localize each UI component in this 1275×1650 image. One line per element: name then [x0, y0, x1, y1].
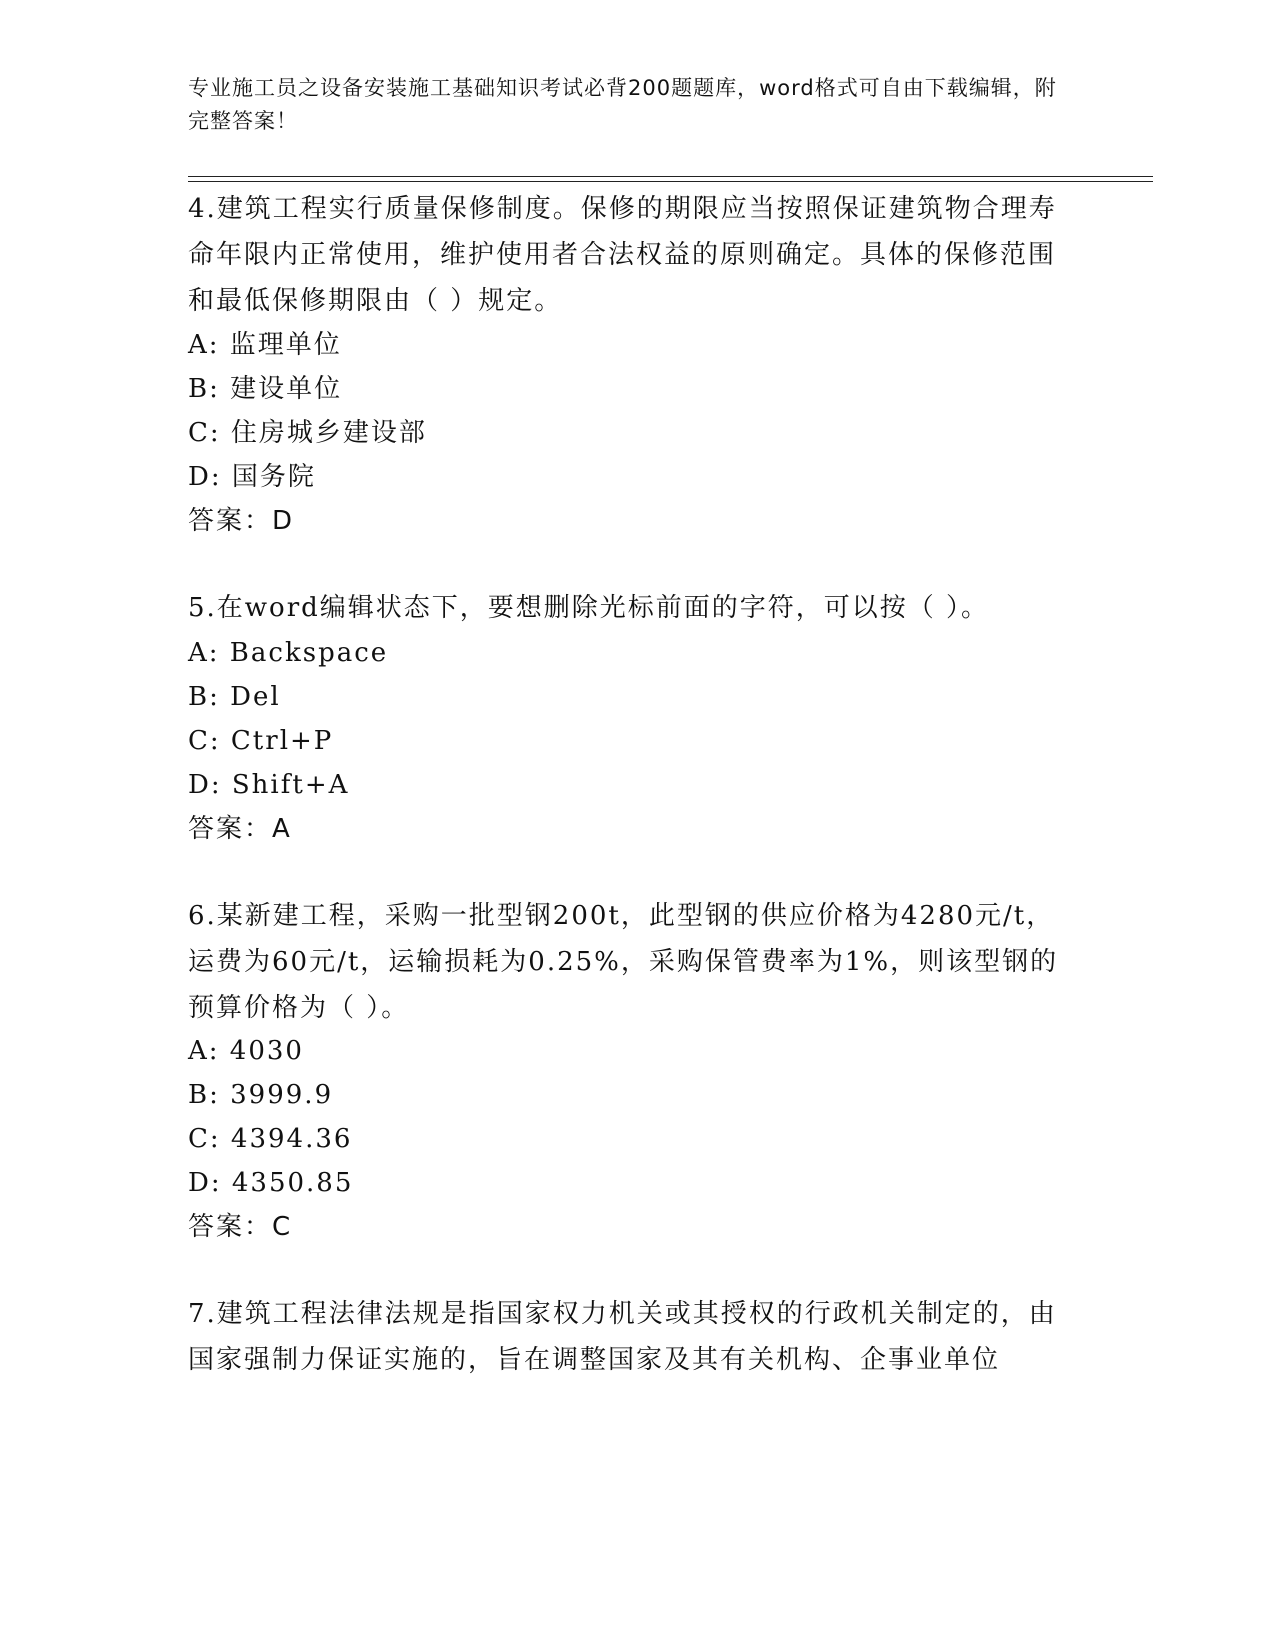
- question-4-option-d: D: 国务院: [188, 462, 316, 492]
- document-header: 专业施工员之设备安装施工基础知识考试必背200题题库，word格式可自由下载编辑，附完整答案！: [188, 76, 1057, 133]
- question-6-text: 6.某新建工程，采购一批型钢200t，此型钢的供应价格为4280元/t，运费为60元/t，运输损耗为0.25%，采购保管费率为1%，则该型钢的预算价格为（ ）。: [188, 901, 1059, 1023]
- question-6-answer: 答案：C: [188, 1212, 293, 1242]
- question-4-text: 4.建筑工程实行质量保修制度。保修的期限应当按照保证建筑物合理寿命年限内正常使用，维护使用者合法权益的原则确定。具体的保修范围和最低保修期限由（ ）规定。: [188, 194, 1057, 316]
- question-4-option-c: C: 住房城乡建设部: [188, 418, 427, 448]
- header-divider-top: [188, 176, 1153, 177]
- question-6-option-d: D: 4350.85: [188, 1168, 354, 1198]
- question-6-option-c: C: 4394.36: [188, 1124, 353, 1154]
- question-5-text: 5.在word编辑状态下，要想删除光标前面的字符，可以按（ ）。: [188, 593, 990, 623]
- header-divider-bottom: [188, 181, 1153, 182]
- question-4-answer: 答案：D: [188, 506, 295, 536]
- question-5-option-b: B: Del: [188, 682, 281, 712]
- question-4-option-a: A: 监理单位: [188, 330, 342, 360]
- question-5-option-a: A: Backspace: [188, 638, 389, 668]
- question-5-option-d: D: Shift+A: [188, 770, 350, 800]
- question-5-option-c: C: Ctrl+P: [188, 726, 334, 756]
- question-4-option-b: B: 建设单位: [188, 374, 343, 404]
- question-6-option-a: A: 4030: [188, 1036, 304, 1066]
- question-6-option-b: B: 3999.9: [188, 1080, 334, 1110]
- question-5-answer: 答案：A: [188, 814, 292, 844]
- question-7-text: 7.建筑工程法律法规是指国家权力机关或其授权的行政机关制定的，由国家强制力保证实施的，旨在调整国家及其有关机构、企事业单位: [188, 1299, 1057, 1375]
